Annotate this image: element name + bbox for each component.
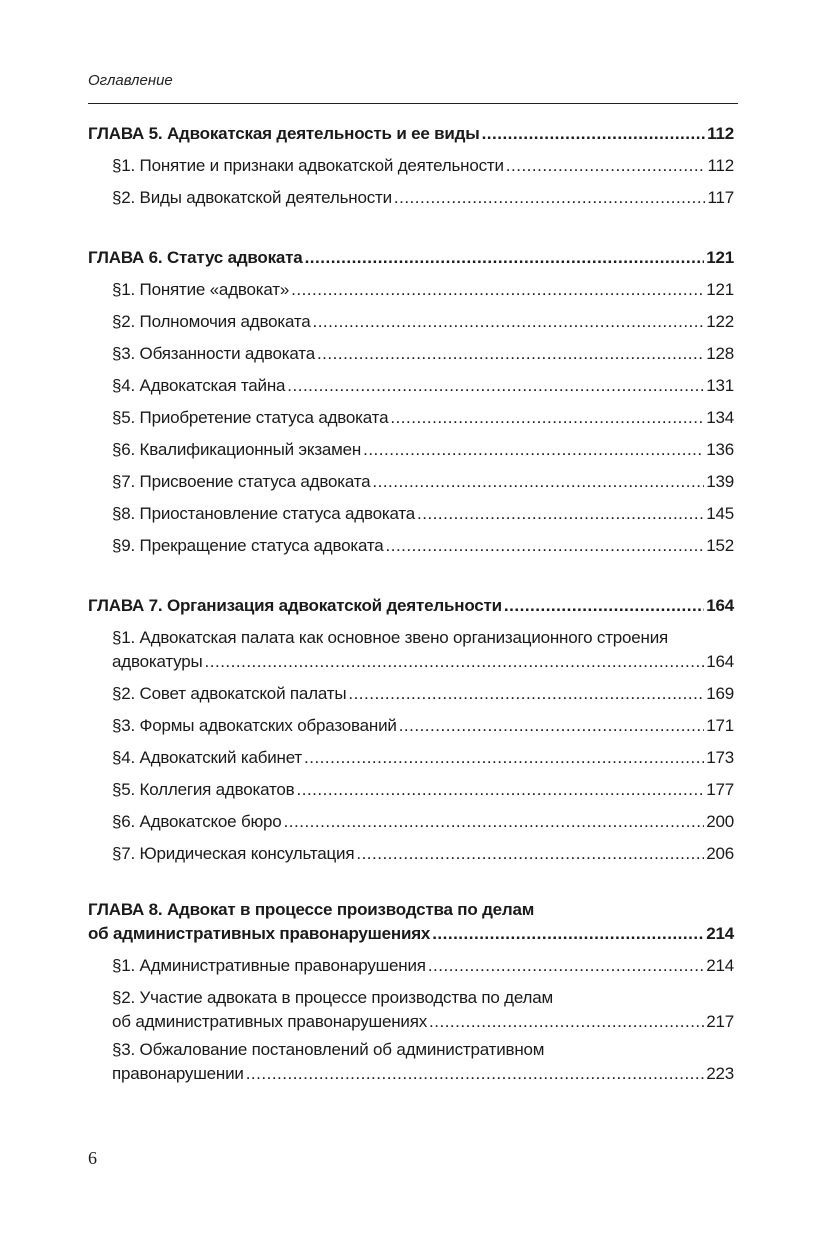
dot-leader: [390, 402, 704, 434]
section-page: 136: [706, 440, 734, 459]
dot-leader: [312, 306, 704, 338]
table-of-contents: [88, 118, 734, 1114]
dot-leader: [205, 650, 705, 674]
header-rule: [88, 103, 738, 104]
section-entry[interactable]: [88, 1038, 734, 1086]
section-entry[interactable]: [88, 838, 734, 870]
dot-leader: [348, 678, 704, 710]
section-entry[interactable]: [88, 986, 734, 1034]
dot-leader: [287, 370, 704, 402]
dot-leader: [317, 338, 704, 370]
section-title: §2. Виды адвокатской деятельности: [112, 188, 392, 207]
section-page: 206: [706, 844, 734, 863]
section-page: 177: [706, 780, 734, 799]
section-page: 128: [706, 344, 734, 363]
dot-leader: [372, 466, 704, 498]
chapter-entry[interactable]: [88, 118, 734, 150]
section-entry[interactable]: [88, 530, 734, 562]
section-title: §1. Административные правонарушения: [112, 956, 426, 975]
dot-leader: [386, 530, 705, 562]
section-title: §9. Прекращение статуса адвоката: [112, 536, 384, 555]
section-page: 112: [707, 156, 734, 175]
dot-leader: [399, 710, 705, 742]
section-page: 200: [706, 812, 734, 831]
section-page: 117: [707, 188, 734, 207]
section-title: §5. Приобретение статуса адвоката: [112, 408, 389, 427]
dot-leader: [429, 1010, 704, 1034]
section-title: адвокатуры: [112, 652, 203, 671]
section-title: §3. Обязанности адвоката: [112, 344, 315, 363]
section-page: 217: [706, 1012, 734, 1031]
chapter-8: [88, 898, 734, 1086]
chapter-title: ГЛАВА 5. Адвокатская деятельность и ее виды: [88, 124, 480, 143]
section-entry[interactable]: [88, 274, 734, 306]
running-header: Оглавление: [88, 72, 173, 89]
dot-leader: [297, 774, 705, 806]
dot-leader: [428, 950, 704, 982]
page-number: 6: [88, 1148, 97, 1168]
dot-leader: [304, 742, 704, 774]
section-page: 169: [706, 684, 734, 703]
chapter-title-line1: ГЛАВА 8. Адвокат в процессе производства по делам: [88, 900, 535, 919]
section-title: §2. Полномочия адвоката: [112, 312, 311, 331]
section-page: 139: [706, 472, 734, 491]
section-page: 164: [706, 652, 734, 671]
dot-leader: [284, 806, 705, 838]
dot-leader: [417, 498, 704, 530]
section-page: 173: [706, 748, 734, 767]
section-entry[interactable]: [88, 774, 734, 806]
chapter-7: [88, 590, 734, 870]
chapter-page: 112: [707, 124, 734, 143]
dot-leader: [356, 838, 704, 870]
chapter-entry[interactable]: [88, 242, 734, 274]
section-title: §3. Формы адвокатских образований: [112, 716, 397, 735]
chapter-entry[interactable]: [88, 590, 734, 622]
section-title: §6. Адвокатское бюро: [112, 812, 282, 831]
dot-leader: [504, 590, 704, 622]
section-title-line1: §3. Обжалование постановлений об административном: [112, 1040, 545, 1059]
section-page: 152: [706, 536, 734, 555]
section-entry[interactable]: [88, 306, 734, 338]
section-page: 171: [706, 716, 734, 735]
section-title: §2. Совет адвокатской палаты: [112, 684, 347, 703]
section-title-line1: §1. Адвокатская палата как основное звено организационного строения: [112, 628, 669, 647]
section-entry[interactable]: [88, 150, 734, 182]
chapter-6: [88, 242, 734, 562]
section-title: §1. Понятие и признаки адвокатской деятельности: [112, 156, 504, 175]
chapter-entry[interactable]: [88, 898, 734, 946]
dot-leader: [363, 434, 704, 466]
section-title: §5. Коллегия адвокатов: [112, 780, 295, 799]
section-title: §4. Адвокатская тайна: [112, 376, 286, 395]
section-page: 121: [706, 280, 734, 299]
section-entry[interactable]: [88, 710, 734, 742]
section-title: правонарушении: [112, 1064, 244, 1083]
dot-leader: [246, 1062, 705, 1086]
section-page: 131: [706, 376, 734, 395]
section-title: §8. Приостановление статуса адвоката: [112, 504, 416, 523]
chapter-page: 121: [706, 248, 734, 267]
chapter-title: ГЛАВА 7. Организация адвокатской деятельности: [88, 596, 502, 615]
dot-leader: [305, 242, 705, 274]
section-entry[interactable]: [88, 182, 734, 214]
section-entry[interactable]: [88, 370, 734, 402]
chapter-title: ГЛАВА 6. Статус адвоката: [88, 248, 303, 267]
dot-leader: [482, 118, 706, 150]
section-entry[interactable]: [88, 806, 734, 838]
section-title: об административных правонарушениях: [112, 1012, 428, 1031]
section-title-line1: §2. Участие адвоката в процессе производства по делам: [112, 988, 554, 1007]
section-page: 223: [706, 1064, 734, 1083]
dot-leader: [506, 150, 706, 182]
section-title: §7. Юридическая консультация: [112, 844, 355, 863]
chapter-title: об административных правонарушениях: [88, 924, 431, 943]
section-title: §6. Квалификационный экзамен: [112, 440, 362, 459]
chapter-5: [88, 118, 734, 214]
dot-leader: [394, 182, 706, 214]
section-entry[interactable]: [88, 950, 734, 982]
section-entry[interactable]: [88, 742, 734, 774]
section-title: §7. Присвоение статуса адвоката: [112, 472, 371, 491]
section-page: 134: [706, 408, 734, 427]
section-entry[interactable]: [88, 626, 734, 674]
chapter-page: 164: [706, 596, 734, 615]
section-page: 122: [706, 312, 734, 331]
section-page: 214: [706, 956, 734, 975]
section-entry[interactable]: [88, 434, 734, 466]
chapter-page: 214: [706, 924, 734, 943]
section-entry[interactable]: [88, 402, 734, 434]
dot-leader: [432, 922, 704, 946]
section-page: 145: [706, 504, 734, 523]
section-title: §1. Понятие «адвокат»: [112, 280, 290, 299]
section-title: §4. Адвокатский кабинет: [112, 748, 303, 767]
section-entry[interactable]: [88, 466, 734, 498]
dot-leader: [291, 274, 704, 306]
section-entry[interactable]: [88, 678, 734, 710]
section-entry[interactable]: [88, 338, 734, 370]
section-entry[interactable]: [88, 498, 734, 530]
